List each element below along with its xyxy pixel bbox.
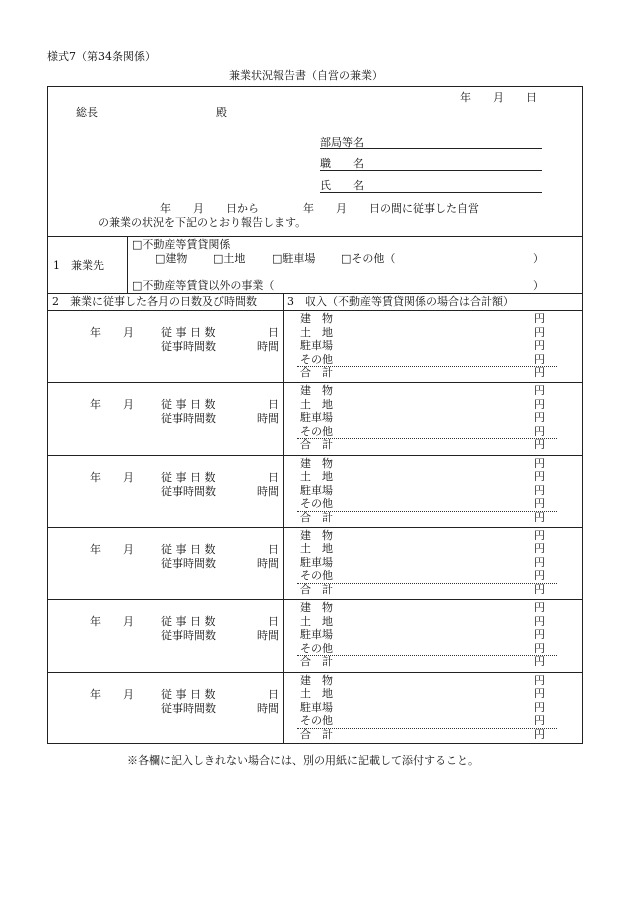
days-label: 従 事 日 数 — [161, 398, 216, 412]
income-label: その他 — [300, 569, 333, 583]
days-unit: 日 — [268, 398, 279, 412]
income-unit: 円 — [534, 411, 545, 425]
income-label: 合 計 — [300, 582, 333, 596]
income-unit: 円 — [534, 655, 545, 669]
dept-field[interactable] — [320, 148, 542, 149]
subtotal-rule — [297, 438, 557, 439]
divider — [47, 455, 583, 456]
days-unit: 日 — [268, 326, 279, 339]
days-label: 従 事 日 数 — [161, 326, 216, 339]
hours-unit: 時間 — [257, 629, 279, 643]
hours-unit: 時間 — [257, 340, 279, 353]
month-year[interactable]: 年 月 — [90, 615, 134, 629]
month-block — [47, 455, 583, 528]
option-other-business[interactable]: □不動産等賃貸以外の事業（ — [132, 279, 275, 292]
hours-label: 従事時間数 — [161, 556, 216, 570]
subtotal-rule — [297, 511, 557, 512]
close-paren: ） — [533, 279, 544, 292]
income-label: 駐車場 — [300, 700, 333, 714]
hours-label: 従事時間数 — [161, 412, 216, 426]
income-label: その他 — [300, 424, 333, 438]
hours-label: 従事時間数 — [161, 484, 216, 498]
income-unit: 円 — [534, 628, 545, 642]
income-unit: 円 — [534, 470, 545, 484]
month-year[interactable]: 年 月 — [90, 470, 134, 484]
income-label: 建 物 — [300, 456, 333, 470]
income-label: 土 地 — [300, 397, 333, 411]
income-unit: 円 — [534, 542, 545, 556]
divider — [47, 527, 583, 528]
income-unit: 円 — [534, 397, 545, 411]
income-label: その他 — [300, 641, 333, 655]
statement-line-1: 年 月 日から 年 月 日の間に従事した自営 — [160, 202, 479, 215]
position-field[interactable] — [320, 170, 542, 171]
subtotal-rule — [297, 583, 557, 584]
days-label: 従 事 日 数 — [161, 470, 216, 484]
income-label: 建 物 — [300, 384, 333, 398]
checkbox-parking[interactable]: □駐車場 — [272, 252, 316, 265]
option-real-estate[interactable]: □不動産等賃貸関係 — [132, 238, 231, 251]
income-label: 土 地 — [300, 687, 333, 700]
income-unit: 円 — [534, 366, 545, 379]
checkbox-building[interactable]: □建物 — [155, 252, 188, 265]
income-unit: 円 — [534, 673, 545, 687]
name-label: 氏 名 — [320, 179, 364, 192]
subtotal-rule — [297, 366, 557, 367]
income-label: 合 計 — [300, 366, 333, 379]
income-unit: 円 — [534, 700, 545, 714]
month-block — [47, 527, 583, 600]
income-label: 建 物 — [300, 673, 333, 687]
page-title: 兼業状況報告書（自営の兼業） — [229, 69, 383, 82]
statement-line-2: の兼業の状況を下記のとおり報告します。 — [98, 216, 307, 229]
income-unit: 円 — [534, 601, 545, 615]
month-year[interactable]: 年 月 — [90, 542, 134, 556]
checkbox-land[interactable]: □土地 — [213, 252, 246, 265]
days-unit: 日 — [268, 615, 279, 629]
income-label: 合 計 — [300, 510, 333, 524]
close-paren: ） — [533, 252, 544, 265]
income-unit: 円 — [534, 727, 545, 741]
income-unit: 円 — [534, 569, 545, 583]
income-label: 合 計 — [300, 438, 333, 452]
divider — [127, 236, 128, 293]
month-block — [47, 599, 583, 672]
section1-label: 1 兼業先 — [53, 259, 104, 272]
income-label: 合 計 — [300, 655, 333, 669]
month-year[interactable]: 年 月 — [90, 687, 134, 701]
income-unit: 円 — [534, 384, 545, 398]
income-label: 建 物 — [300, 601, 333, 615]
month-block — [47, 382, 583, 455]
income-label: 土 地 — [300, 325, 333, 339]
hours-label: 従事時間数 — [161, 629, 216, 643]
income-label: 土 地 — [300, 614, 333, 628]
divider — [47, 293, 583, 294]
income-unit: 円 — [534, 582, 545, 596]
income-label: 建 物 — [300, 312, 333, 325]
days-unit: 日 — [268, 687, 279, 701]
hours-unit: 時間 — [257, 701, 279, 715]
form-id: 様式7（第34条関係） — [47, 50, 156, 63]
month-block — [47, 310, 583, 383]
subtotal-rule — [297, 728, 557, 729]
days-label: 従 事 日 数 — [161, 615, 216, 629]
income-unit: 円 — [534, 641, 545, 655]
income-unit: 円 — [534, 497, 545, 511]
name-field[interactable] — [320, 192, 542, 193]
income-unit: 円 — [534, 510, 545, 524]
income-label: その他 — [300, 714, 333, 727]
income-label: 駐車場 — [300, 483, 333, 497]
income-unit: 円 — [534, 687, 545, 700]
honorific: 殿 — [216, 106, 227, 119]
income-unit: 円 — [534, 614, 545, 628]
income-label: 土 地 — [300, 470, 333, 484]
hours-unit: 時間 — [257, 412, 279, 426]
income-label: その他 — [300, 497, 333, 511]
report-date[interactable]: 年 月 日 — [460, 91, 537, 104]
income-label: 駐車場 — [300, 628, 333, 642]
income-unit: 円 — [534, 555, 545, 569]
income-label: 合 計 — [300, 727, 333, 741]
hours-unit: 時間 — [257, 556, 279, 570]
days-label: 従 事 日 数 — [161, 687, 216, 701]
income-unit: 円 — [534, 325, 545, 339]
dept-label: 部局等名 — [320, 136, 364, 149]
income-label: 土 地 — [300, 542, 333, 556]
days-unit: 日 — [268, 470, 279, 484]
hours-unit: 時間 — [257, 484, 279, 498]
section2-header: 2 兼業に従事した各月の日数及び時間数 — [52, 295, 257, 308]
income-unit: 円 — [534, 312, 545, 325]
income-unit: 円 — [534, 528, 545, 542]
income-unit: 円 — [534, 424, 545, 438]
income-unit: 円 — [534, 438, 545, 452]
month-year[interactable]: 年 月 — [90, 326, 134, 339]
hours-label: 従事時間数 — [161, 701, 216, 715]
subtotal-rule — [297, 655, 557, 656]
income-label: 駐車場 — [300, 411, 333, 425]
month-year[interactable]: 年 月 — [90, 398, 134, 412]
income-unit: 円 — [534, 483, 545, 497]
income-unit: 円 — [534, 339, 545, 352]
income-label: その他 — [300, 352, 333, 366]
month-block — [47, 672, 583, 745]
section3-header: 3 収入（不動産等賃貸関係の場合は合計額） — [287, 295, 514, 308]
days-label: 従 事 日 数 — [161, 542, 216, 556]
income-unit: 円 — [534, 714, 545, 727]
income-unit: 円 — [534, 456, 545, 470]
position-label: 職 名 — [320, 157, 364, 170]
income-label: 駐車場 — [300, 555, 333, 569]
addressee: 総長 — [76, 106, 98, 119]
income-unit: 円 — [534, 352, 545, 366]
income-label: 建 物 — [300, 528, 333, 542]
footnote: ※各欄に記入しきれない場合には、別の用紙に記載して添付すること。 — [127, 754, 479, 767]
divider — [47, 672, 583, 673]
days-unit: 日 — [268, 542, 279, 556]
hours-label: 従事時間数 — [161, 340, 216, 353]
checkbox-other[interactable]: □その他（ — [341, 252, 396, 265]
income-label: 駐車場 — [300, 339, 333, 352]
